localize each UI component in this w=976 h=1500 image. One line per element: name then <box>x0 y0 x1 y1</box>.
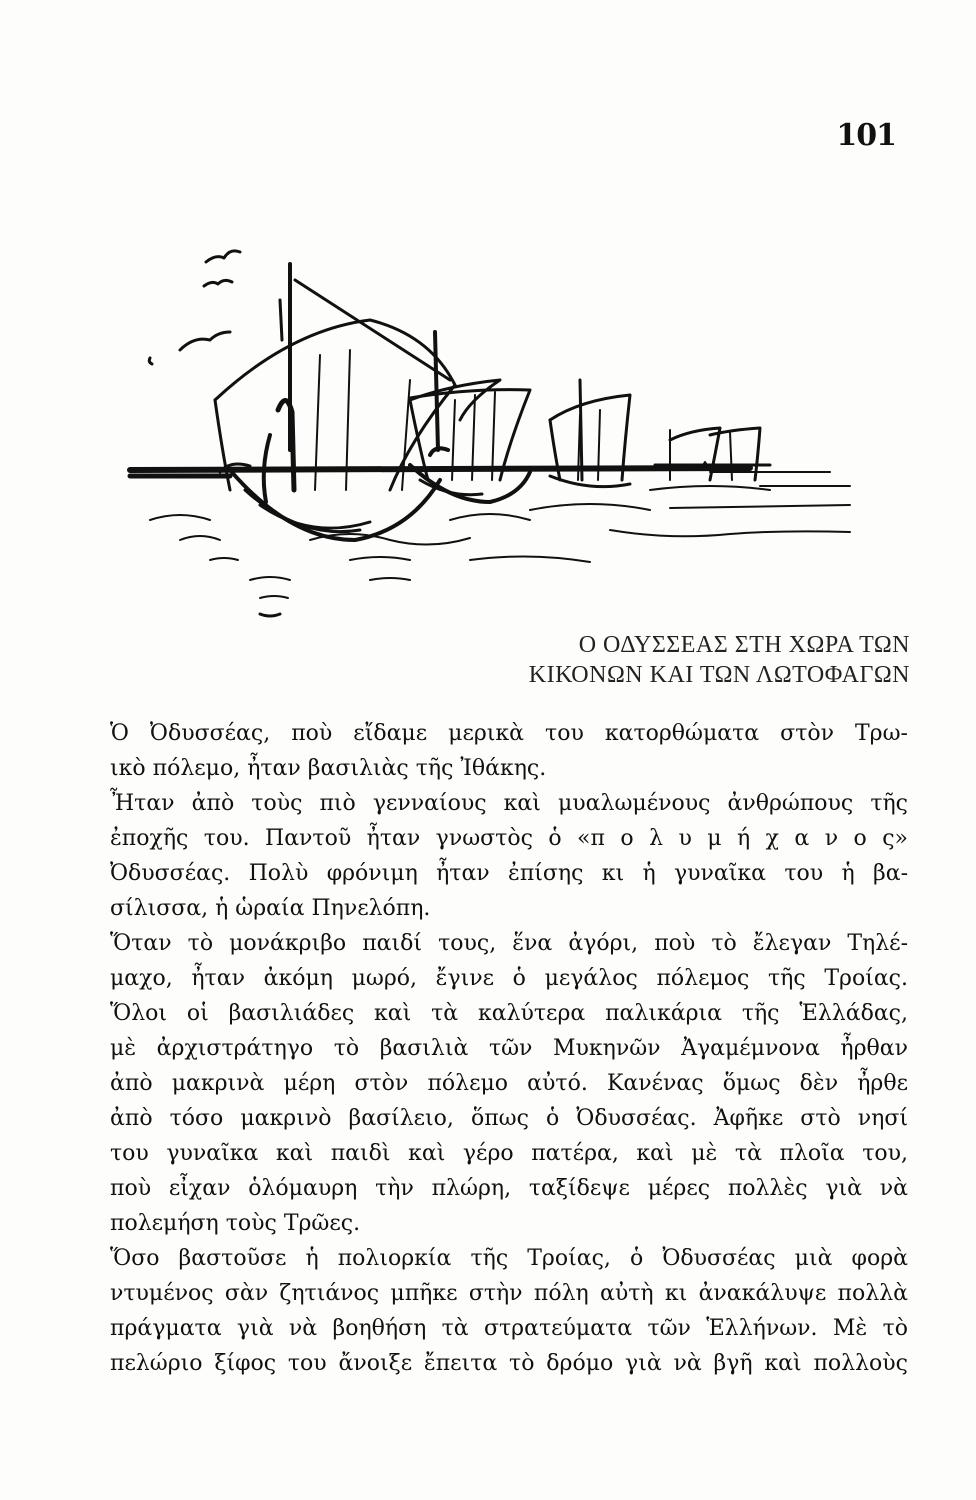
text-line: σίλισσα, ἡ ὡραία Πηνελόπη. <box>110 896 431 921</box>
text-line: Ὅλοι οἱ βασιλιάδες καὶ τὰ καλύτερα παλικάρια τῆς Ἑλλάδας, <box>110 1001 908 1026</box>
chapter-title-line-2: ΚΙΚΟΝΩΝ ΚΑΙ ΤΩΝ ΛΩΤΟΦΑΓΩΝ <box>528 662 910 688</box>
text-line: Ὀδυσσέας. Πολὺ φρόνιμη ἦταν ἐπίσης κι ἡ γυναῖκα του ἡ βα- <box>110 861 908 886</box>
text-line: ἐποχῆς του. Παντοῦ ἦταν γνωστὸς ὁ «π ο λ υ μ ή χ α ν ο ς» <box>110 826 908 851</box>
text-line: ἀπὸ μακρινὰ μέρη στὸν πόλεμο αὐτό. Κανένας ὅμως δὲν ἦρθε <box>110 1071 908 1096</box>
page-number: 101 <box>836 118 896 153</box>
text-line: Ἦταν ἀπὸ τοὺς πιὸ γενναίους καὶ μυαλωμένους ἀνθρώπους τῆς <box>110 791 908 816</box>
body-text <box>110 716 908 1381</box>
text-line: ντυμένος σὰν ζητιάνος μπῆκε στὴν πόλη αὐτὴ κι ἀνακάλυψε πολλὰ <box>110 1281 908 1306</box>
chapter-title <box>470 630 910 690</box>
text-line: μὲ ἀρχιστράτηγο τὸ βασιλιὰ τῶν Μυκηνῶν Ἀγαμέμνονα ἦρθαν <box>110 1036 908 1061</box>
text-line: Ὁ Ὀδυσσέας, ποὺ εἴδαμε μερικὰ του κατορθώματα στὸν Τρω- <box>110 721 908 746</box>
text-line: ἀπὸ τόσο μακρινὸ βασίλειο, ὅπως ὁ Ὀδυσσέας. Ἀφῆκε στὸ νησί <box>110 1106 908 1131</box>
chapter-title-line-1: Ο ΟΔΥΣΣΕΑΣ ΣΤΗ ΧΩΡΑ ΤΩΝ <box>578 632 910 658</box>
text-line: ικὸ πόλεμο, ἦταν βασιλιὰς τῆς Ἰθάκης. <box>110 756 547 781</box>
ships-at-sea-icon <box>110 240 870 630</box>
text-line: μαχο, ἦταν ἀκόμη μωρό, ἔγινε ὁ μεγάλος πόλεμος τῆς Τροίας. <box>110 966 908 991</box>
text-line: Ὅταν τὸ μονάκριβο παιδί τους, ἕνα ἀγόρι, ποὺ τὸ ἔλεγαν Τηλέ- <box>110 931 908 956</box>
text-line: Ὅσο βαστοῦσε ἡ πολιορκία τῆς Τροίας, ὁ Ὀδυσσέας μιὰ φορὰ <box>110 1246 908 1271</box>
text-line: του γυναῖκα καὶ παιδὶ καὶ γέρο πατέρα, καὶ μὲ τὰ πλοῖα του, <box>110 1141 908 1166</box>
text-line: πελώριο ξίφος του ἄνοιξε ἔπειτα τὸ δρόμο γιὰ νὰ βγῆ καὶ πολλοὺς <box>110 1351 908 1376</box>
text-line: πολεμήση τοὺς Τρῶες. <box>110 1211 361 1236</box>
text-line: πράγματα γιὰ νὰ βοηθήση τὰ στρατεύματα τῶν Ἑλλήνων. Μὲ τὸ <box>110 1316 908 1341</box>
text-line: ποὺ εἶχαν ὁλόμαυρη τὴν πλώρη, ταξίδεψε μέρες πολλὲς γιὰ νὰ <box>110 1176 908 1201</box>
